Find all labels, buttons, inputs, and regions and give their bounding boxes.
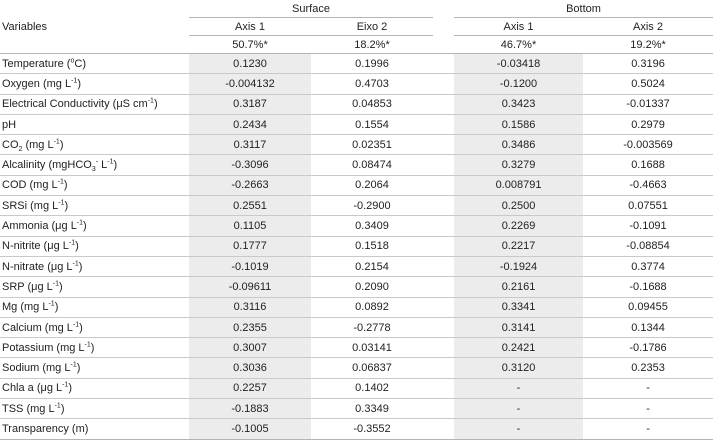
surface-axis2-variance: 18.2%* xyxy=(311,36,433,54)
table-row xyxy=(0,94,713,114)
bottom-axis1-cell: - xyxy=(454,419,583,439)
surface-axis1-cell: 0.3036 xyxy=(189,358,311,378)
surface-axis1-cell: -0.004132 xyxy=(189,74,311,94)
variable-cell: Ammonia (μg $L^{-1}$) xyxy=(0,216,189,236)
table-body xyxy=(0,54,713,440)
row-spacer xyxy=(433,256,454,276)
variable-cell: COD (mg $L^{-1}$) xyxy=(0,175,189,195)
variable-cell: Transparency (m) xyxy=(0,419,189,439)
surface-axis2-cell: 0.2090 xyxy=(311,277,433,297)
bottom-axis2-cell: -0.1688 xyxy=(583,277,713,297)
surface-axis2-cell: 0.0892 xyxy=(311,297,433,317)
bottom-axis2-cell: -0.08854 xyxy=(583,236,713,256)
bottom-axis1-cell: 0.2421 xyxy=(454,338,583,358)
surface-axis1-cell: 0.3007 xyxy=(189,338,311,358)
table-row xyxy=(0,74,713,94)
variable-cell: TSS (mg $L^{-1}$) xyxy=(0,399,189,419)
surface-axis2-cell: 0.04853 xyxy=(311,94,433,114)
surface-axis2-cell: -0.2778 xyxy=(311,317,433,337)
table-row xyxy=(0,135,713,155)
table-row xyxy=(0,358,713,378)
bottom-axis2-cell: - xyxy=(583,419,713,439)
header-spacer xyxy=(433,18,454,36)
bottom-axis2-cell: -0.01337 xyxy=(583,94,713,114)
variable-cell: Calcium (mg $L^{-1}$) xyxy=(0,317,189,337)
table-row xyxy=(0,297,713,317)
bottom-axis1-cell: 0.008791 xyxy=(454,175,583,195)
variable-cell: $CO_2$ (mg $L^{-1}$) xyxy=(0,135,189,155)
variable-cell: Chla a (μg $L^{-1}$) xyxy=(0,378,189,398)
bottom-axis1-cell: - xyxy=(454,399,583,419)
surface-axis1-cell: 0.2551 xyxy=(189,196,311,216)
surface-axis2-cell: 0.3409 xyxy=(311,216,433,236)
surface-axis2-cell: -0.3552 xyxy=(311,419,433,439)
surface-axis1-header: Axis 1 xyxy=(189,18,311,36)
bottom-axis2-cell: 0.2353 xyxy=(583,358,713,378)
row-spacer xyxy=(433,399,454,419)
row-spacer xyxy=(433,114,454,134)
variable-cell: Mg (mg $L^{-1}$) xyxy=(0,297,189,317)
bottom-axis1-cell: -0.1200 xyxy=(454,74,583,94)
bottom-axis2-cell: - xyxy=(583,399,713,419)
row-spacer xyxy=(433,277,454,297)
bottom-axis1-cell: 0.3120 xyxy=(454,358,583,378)
bottom-axis1-cell: 0.2217 xyxy=(454,236,583,256)
bottom-axis1-cell: 0.3423 xyxy=(454,94,583,114)
variable-cell: SRP (μg $L^{-1}$) xyxy=(0,277,189,297)
variable-cell: Electrical Conductivity (μS $cm^{-1}$) xyxy=(0,94,189,114)
header-spacer xyxy=(433,36,454,54)
bottom-axis1-cell: 0.3341 xyxy=(454,297,583,317)
row-spacer xyxy=(433,54,454,74)
surface-axis2-cell: 0.4703 xyxy=(311,74,433,94)
surface-axis2-cell: 0.02351 xyxy=(311,135,433,155)
surface-axis2-cell: 0.1518 xyxy=(311,236,433,256)
table-row xyxy=(0,277,713,297)
row-spacer xyxy=(433,378,454,398)
bottom-axis2-cell: -0.003569 xyxy=(583,135,713,155)
row-spacer xyxy=(433,175,454,195)
table-row xyxy=(0,399,713,419)
row-spacer xyxy=(433,216,454,236)
surface-axis1-variance: 50.7%* xyxy=(189,36,311,54)
bottom-axis1-cell: - xyxy=(454,378,583,398)
surface-axis2-header: Eixo 2 xyxy=(311,18,433,36)
row-spacer xyxy=(433,338,454,358)
surface-axis2-cell: 0.06837 xyxy=(311,358,433,378)
surface-axis1-cell: 0.2434 xyxy=(189,114,311,134)
bottom-axis2-cell: - xyxy=(583,378,713,398)
variable-cell: Potassium (mg $L^{-1}$) xyxy=(0,338,189,358)
header-spacer xyxy=(433,0,454,18)
bottom-axis2-cell: 0.3774 xyxy=(583,256,713,276)
table-row xyxy=(0,236,713,256)
variable-cell: N-nitrite (μg $L^{-1}$) xyxy=(0,236,189,256)
bottom-axis2-header: Axis 2 xyxy=(583,18,713,36)
variable-cell: Alcalinity (mgHCO$_3$- $L^{-1}$) xyxy=(0,155,189,175)
bottom-axis2-cell: 0.2979 xyxy=(583,114,713,134)
surface-axis2-cell: 0.1402 xyxy=(311,378,433,398)
surface-axis2-cell: 0.1554 xyxy=(311,114,433,134)
row-spacer xyxy=(433,317,454,337)
bottom-axis2-cell: -0.1091 xyxy=(583,216,713,236)
bottom-axis2-cell: 0.5024 xyxy=(583,74,713,94)
surface-axis2-cell: 0.08474 xyxy=(311,155,433,175)
surface-axis1-cell: -0.1005 xyxy=(189,419,311,439)
surface-axis1-cell: 0.2355 xyxy=(189,317,311,337)
bottom-axis1-cell: -0.03418 xyxy=(454,54,583,74)
surface-axis1-cell: 0.1105 xyxy=(189,216,311,236)
bottom-axis2-cell: 0.1688 xyxy=(583,155,713,175)
bottom-axis1-cell: 0.2269 xyxy=(454,216,583,236)
surface-axis1-cell: 0.1230 xyxy=(189,54,311,74)
bottom-axis1-cell: 0.3486 xyxy=(454,135,583,155)
variable-cell: N-nitrate (μg $L^{-1}$) xyxy=(0,256,189,276)
surface-axis2-cell: 0.3349 xyxy=(311,399,433,419)
variable-cell: SRSi (mg $L^{-1}$) xyxy=(0,196,189,216)
surface-axis1-cell: -0.09611 xyxy=(189,277,311,297)
surface-axis1-cell: 0.2257 xyxy=(189,378,311,398)
bottom-axis2-cell: 0.3196 xyxy=(583,54,713,74)
table-row xyxy=(0,317,713,337)
surface-axis1-cell: 0.3187 xyxy=(189,94,311,114)
bottom-axis1-cell: 0.2161 xyxy=(454,277,583,297)
bottom-axis2-cell: 0.07551 xyxy=(583,196,713,216)
surface-axis2-cell: 0.1996 xyxy=(311,54,433,74)
variable-cell: Oxygen (mg $L^{-1}$) xyxy=(0,74,189,94)
variable-cell: pH xyxy=(0,114,189,134)
table-row xyxy=(0,378,713,398)
surface-axis2-cell: 0.2064 xyxy=(311,175,433,195)
bottom-axis2-cell: 0.09455 xyxy=(583,297,713,317)
surface-axis2-cell: 0.2154 xyxy=(311,256,433,276)
row-spacer xyxy=(433,297,454,317)
surface-axis1-cell: -0.2663 xyxy=(189,175,311,195)
bottom-axis1-variance: 46.7%* xyxy=(454,36,583,54)
bottom-axis1-header: Axis 1 xyxy=(454,18,583,36)
surface-group-header: Surface xyxy=(189,0,433,18)
surface-axis1-cell: -0.1883 xyxy=(189,399,311,419)
bottom-axis2-cell: -0.4663 xyxy=(583,175,713,195)
row-spacer xyxy=(433,94,454,114)
bottom-axis1-cell: -0.1924 xyxy=(454,256,583,276)
table-row xyxy=(0,419,713,439)
surface-axis2-cell: -0.2900 xyxy=(311,196,433,216)
table-row xyxy=(0,175,713,195)
surface-axis1-cell: 0.3116 xyxy=(189,297,311,317)
bottom-axis2-variance: 19.2%* xyxy=(583,36,713,54)
table-row xyxy=(0,196,713,216)
bottom-axis2-cell: -0.1786 xyxy=(583,338,713,358)
surface-axis1-cell: -0.3096 xyxy=(189,155,311,175)
bottom-axis2-cell: 0.1344 xyxy=(583,317,713,337)
row-spacer xyxy=(433,74,454,94)
table-row xyxy=(0,216,713,236)
surface-axis2-cell: 0.03141 xyxy=(311,338,433,358)
surface-axis1-cell: -0.1019 xyxy=(189,256,311,276)
bottom-axis1-cell: 0.2500 xyxy=(454,196,583,216)
variables-header: Variables xyxy=(0,0,189,54)
bottom-axis1-cell: 0.1586 xyxy=(454,114,583,134)
bottom-axis1-cell: 0.3279 xyxy=(454,155,583,175)
row-spacer xyxy=(433,419,454,439)
variable-cell: Temperature ($^o$C) xyxy=(0,54,189,74)
table-row xyxy=(0,114,713,134)
table-row xyxy=(0,338,713,358)
table-row xyxy=(0,54,713,74)
row-spacer xyxy=(433,155,454,175)
surface-axis1-cell: 0.1777 xyxy=(189,236,311,256)
table-row xyxy=(0,256,713,276)
bottom-axis1-cell: 0.3141 xyxy=(454,317,583,337)
row-spacer xyxy=(433,196,454,216)
row-spacer xyxy=(433,236,454,256)
row-spacer xyxy=(433,135,454,155)
variable-cell: Sodium (mg $L^{-1}$) xyxy=(0,358,189,378)
surface-axis1-cell: 0.3117 xyxy=(189,135,311,155)
table-row xyxy=(0,155,713,175)
row-spacer xyxy=(433,358,454,378)
bottom-group-header: Bottom xyxy=(454,0,713,18)
